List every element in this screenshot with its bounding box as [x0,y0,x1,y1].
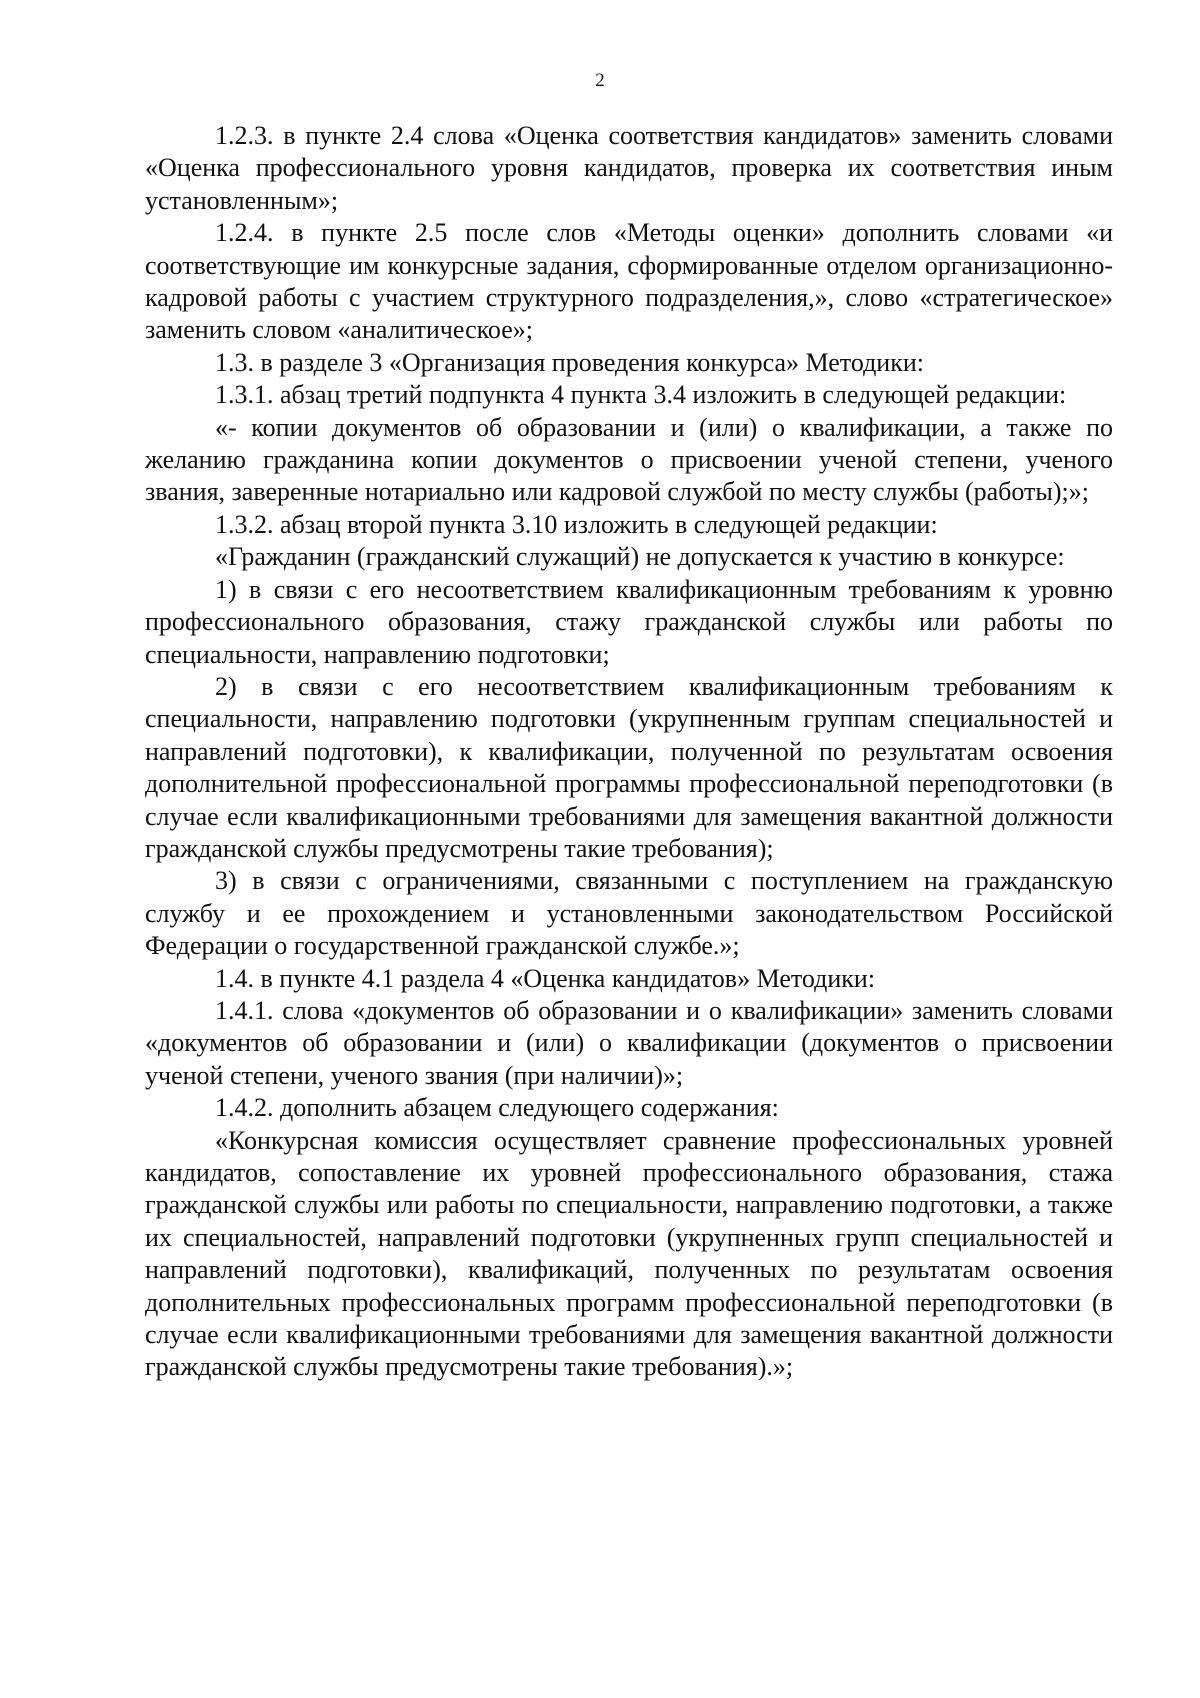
list-item-2: 2) в связи с его несоответствием квалификационным требованиям к специальности, направлению подготовки (укрупненным группам специальностей и направлений подготовки), к квалификации, полученной по результатам освоения дополнительной профессиональной программы профессиональной переподготовки (в случае если квалификационными требованиями для замещения вакантной должности гражданской службы предусмотрены такие требования); [145,671,1113,863]
paragraph-1-4: 1.4. в пункте 4.1 раздела 4 «Оценка кандидатов» Методики: [215,963,876,993]
paragraph-1-3-2: 1.3.2. абзац второй пункта 3.10 изложить в следующей редакции: [215,509,938,539]
paragraph-1-3: 1.3. в разделе 3 «Организация проведения конкурса» Методики: [215,347,924,377]
paragraph-quote-citizen: «Гражданин (гражданский служащий) не допускается к участию в конкурсе: [215,542,1065,572]
list-item-1: 1) в связи с его несоответствием квалификационным требованиям к уровню профессионального образования, стажу гражданской службы или работы по специальности, направлению подготовки; [145,574,1113,669]
paragraph-1-3-1: 1.3.1. абзац третий подпункта 4 пункта 3.4 изложить в следующей редакции: [215,380,1067,410]
paragraph-1-2-4: 1.2.4. в пункте 2.5 после слов «Методы оценки» дополнить словами «и соответствующие им конкурсные задания, сформированные отделом организационно-кадровой работы с участием структурного подразделения,», слово «стратегическое» заменить словом «аналитическое»; [145,218,1113,345]
paragraph-1-2-3: 1.2.3. в пункте 2.4 слова «Оценка соответствия кандидатов» заменить словами «Оценка профессионального уровня кандидатов, проверка их соответствия иным установленным»; [145,121,1113,215]
list-item-3: 3) в связи с ограничениями, связанными с поступлением на гражданскую службу и ее прохождением и установленными законодательством Российской Федерации о государственной гражданской службе.»; [145,866,1113,961]
document-body [145,120,1113,1384]
paragraph-quote-commission: «Конкурсная комиссия осуществляет сравнение профессиональных уровней кандидатов, сопоставление их уровней профессионального образования, стажа гражданской службы или работы по специальности, направлению подготовки, а также их специальностей, направлений подготовки (укрупненных групп специальностей и направлений подготовки), квалификаций, полученных по результатам освоения дополнительных профессиональных программ профессиональной переподготовки (в случае если квалификационными требованиями для замещения вакантной должности гражданской службы предусмотрены такие требования).»; [145,1125,1113,1382]
paragraph-1-4-1: 1.4.1. слова «документов об образовании и о квалификации» заменить словами «документов об образовании и (или) о квалификации (документов о присвоении ученой степени, ученого звания (при наличии)»; [145,995,1113,1090]
page-number: 2 [595,70,605,91]
paragraph-1-4-2: 1.4.2. дополнить абзацем следующего содержания: [215,1093,779,1123]
paragraph-quote-copies: «- копии документов об образовании и (или) о квалификации, а также по желанию гражданина копии документов о присвоении ученой степени, ученого звания, заверенные нотариально или кадровой службой по месту службы (работы);»; [145,412,1113,507]
